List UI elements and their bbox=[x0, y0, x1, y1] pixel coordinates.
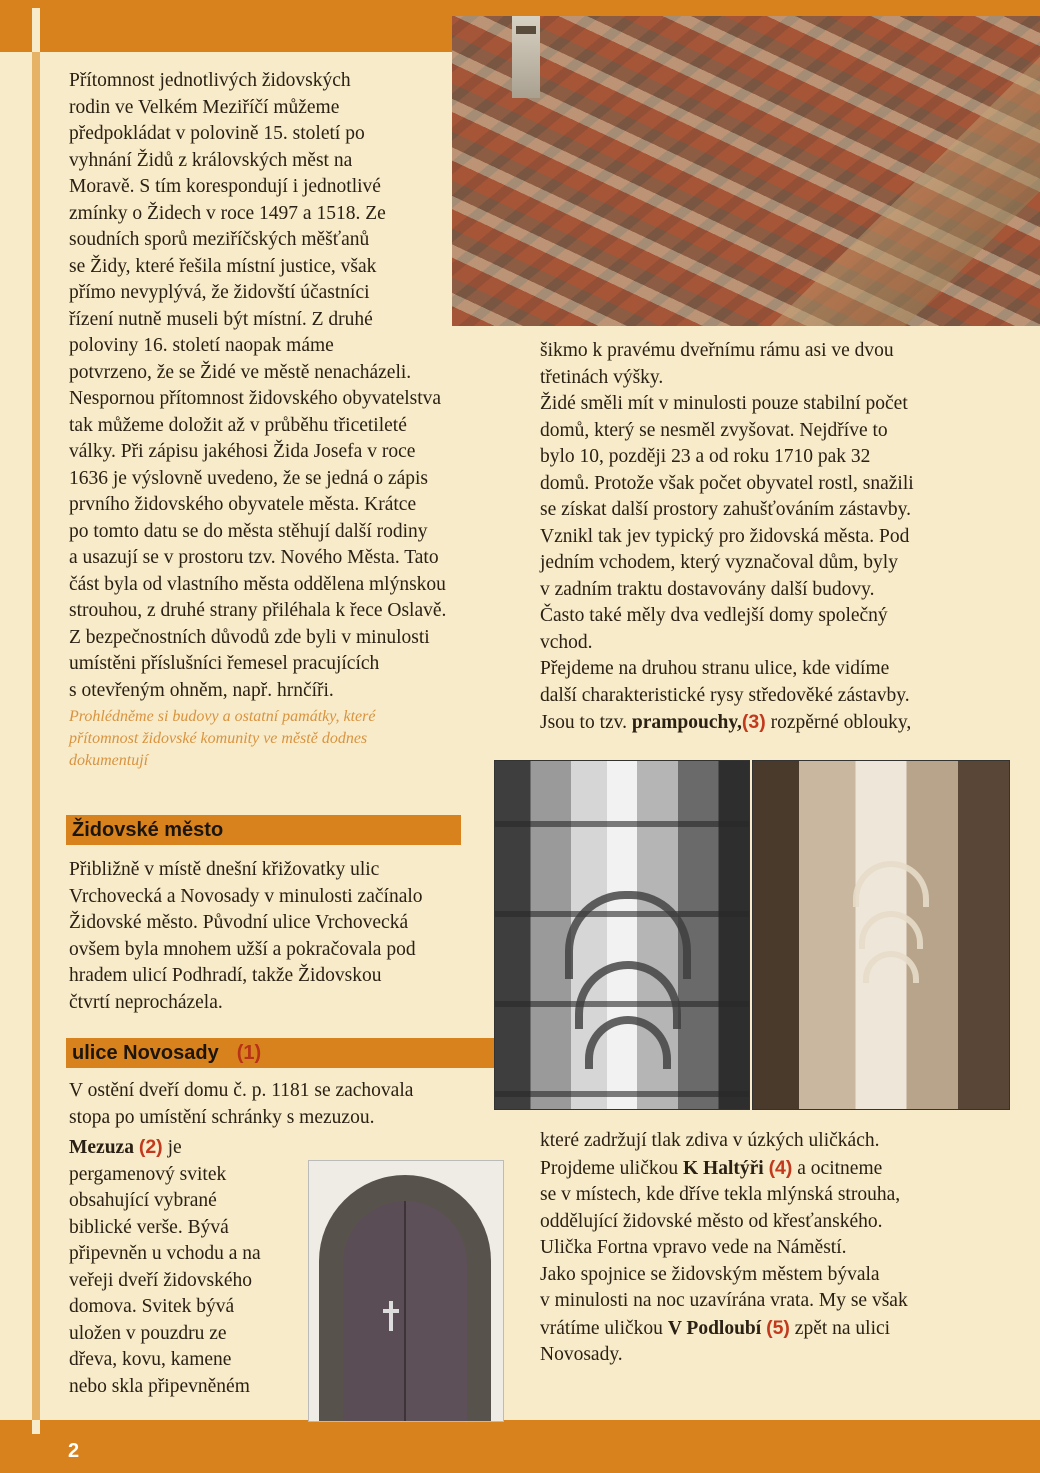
right-line-b1: které zadržují tlak zdiva v úzkých uličkách. bbox=[540, 1130, 880, 1151]
right-line-a: šikmo k pravému dveřnímu rámu asi ve dvou bbox=[540, 340, 894, 361]
mezuza-term: Mezuza bbox=[69, 1137, 134, 1158]
intro-line: války. Při zápisu jakéhosi Žida Josefa v roce bbox=[69, 441, 416, 462]
arches-bw-photo bbox=[494, 760, 750, 1110]
right-line-a: vchod. bbox=[540, 631, 593, 653]
intro-line: Moravě. S tím korespondují i jednotlivé bbox=[69, 176, 381, 197]
prampouchy-pre: Jsou to tzv. bbox=[540, 712, 632, 733]
jewish-town-line: Přibližně v místě dnešní křižovatky ulic bbox=[69, 859, 380, 880]
note-line: přítomnost židovské komunity ve městě dodnes bbox=[69, 730, 368, 747]
intro-note bbox=[69, 706, 459, 772]
heading-jewish-town-text: Židovské město bbox=[72, 819, 224, 841]
intro-line: soudních sporů meziříčských měšťanů bbox=[69, 229, 370, 250]
intro-line: poloviny 16. století naopak máme bbox=[69, 335, 334, 356]
right-line-a: Vznikl tak jev typický pro židovská města. Pod bbox=[540, 525, 910, 547]
intro-line: umístěni příslušníci řemesel pracujících bbox=[69, 653, 380, 674]
alley-arch-3 bbox=[863, 951, 919, 983]
intro-line: a usazují se v prostoru tzv. Nového Města. Tato bbox=[69, 547, 439, 568]
alley-arch-1 bbox=[853, 861, 929, 907]
novosady-lines bbox=[69, 1078, 489, 1131]
prampouchy-ref: (3) bbox=[741, 711, 766, 733]
heading-novosady bbox=[66, 1038, 495, 1068]
note-line: Prohlédněme si budovy a ostatní památky, které bbox=[69, 708, 376, 725]
jewish-town-text bbox=[69, 857, 469, 1016]
jewish-town-line: Vrchovecká a Novosady v minulosti začínalo bbox=[69, 885, 423, 907]
right-column-text-b bbox=[540, 1128, 1010, 1369]
podloubi-pre: vrátíme uličkou bbox=[540, 1317, 668, 1339]
right-line-a: třetinách výšky. bbox=[540, 366, 664, 388]
mezuza-first-tail: je bbox=[162, 1137, 182, 1158]
novosady-text bbox=[69, 1078, 489, 1131]
prampouchy-term: prampouchy, bbox=[631, 712, 742, 733]
intro-line: strouhou, z druhé strany přiléhala k řece Oslavě. bbox=[69, 600, 447, 621]
intro-line: s otevřeným ohněm, např. hrnčíři. bbox=[69, 679, 334, 701]
novosady-line: stopa po umístění schránky s mezuzou. bbox=[69, 1106, 375, 1128]
right-line-a: Židé směli mít v minulosti pouze stabilní počet bbox=[540, 393, 908, 414]
podloubi-line bbox=[540, 1315, 1010, 1343]
intro-line: přímo nevyplývá, že židovští účastníci bbox=[69, 282, 370, 303]
intro-line: předpokládat v polovině 15. století po bbox=[69, 123, 365, 144]
haltyr-ref: (4) bbox=[768, 1156, 793, 1179]
podloubi-post: zpět na ulici bbox=[789, 1317, 891, 1339]
jewish-town-line: hradem ulicí Podhradí, takže Židovskou bbox=[69, 965, 382, 986]
right-line-a: jedním vchodem, který vyznačoval dům, byly bbox=[540, 552, 898, 573]
intro-line: Přítomnost jednotlivých židovských bbox=[69, 70, 351, 91]
intro-line: potvrzeno, že se Židé ve městě nenacházeli. bbox=[69, 361, 412, 383]
right-lines-a bbox=[540, 338, 1010, 709]
right-line-b2: Jako spojnice se židovským městem bývala bbox=[540, 1263, 880, 1285]
haltyr-pre: Projdeme uličkou bbox=[540, 1157, 683, 1179]
mezuza-line: připevněn u vchodu a na bbox=[69, 1243, 261, 1264]
right-line-b2: v minulosti na noc uzavírána vrata. My se však bbox=[540, 1290, 908, 1311]
jewish-town-line: čtvrtí neprocházela. bbox=[69, 991, 223, 1013]
mezuza-line: pergamenový svitek bbox=[69, 1163, 227, 1185]
right-lines-b2 bbox=[540, 1182, 1010, 1315]
mezuza-line: uložen v pouzdru ze bbox=[69, 1322, 227, 1344]
intro-line: zmínky o Židech v roce 1497 a 1518. Ze bbox=[69, 202, 386, 224]
mezuza-lines bbox=[69, 1162, 305, 1401]
door-photo bbox=[308, 1160, 504, 1422]
left-gutter bbox=[32, 52, 40, 1420]
intro-line: Nespornou přítomnost židovského obyvatelstva bbox=[69, 388, 442, 409]
intro-line: se Židy, které řešila místní justice, však bbox=[69, 255, 377, 277]
right-line-a: domů, který se nesměl zvyšovat. Nejdříve to bbox=[540, 419, 888, 441]
top-bar-notch bbox=[32, 8, 40, 52]
heading-novosady-ref: (1) bbox=[236, 1042, 262, 1064]
haltyr-post: a ocitneme bbox=[792, 1157, 883, 1179]
heading-novosady-text: ulice Novosady bbox=[72, 1042, 219, 1064]
mezuza-text bbox=[69, 1134, 305, 1400]
page-number: 2 bbox=[68, 1440, 80, 1462]
intro-line: prvního židovského obyvatele města. Krátce bbox=[69, 494, 417, 515]
aerial-town-photo bbox=[452, 16, 1040, 326]
right-column-text-a bbox=[540, 338, 1010, 737]
right-line-b2: Ulička Fortna vpravo vede na Náměstí. bbox=[540, 1237, 847, 1258]
prampouchy-line bbox=[540, 709, 1010, 737]
right-line-a: Často také měly dva vedlejší domy společný bbox=[540, 605, 888, 626]
mezuza-ref: (2) bbox=[138, 1136, 163, 1158]
intro-line: Z bezpečnostních důvodů zde byli v minulosti bbox=[69, 626, 430, 648]
heading-jewish-town bbox=[66, 815, 461, 845]
podloubi-term: V Podloubí bbox=[667, 1317, 762, 1339]
intro-line: vyhnání Židů z královských měst na bbox=[69, 149, 353, 171]
bottom-orange-bar bbox=[0, 1420, 1040, 1473]
right-line-last: Novosady. bbox=[540, 1344, 623, 1365]
alley-arch-2 bbox=[859, 911, 923, 949]
intro-line: část byla od vlastního města oddělena mlýnskou bbox=[69, 573, 446, 595]
intro-paragraph bbox=[69, 68, 459, 704]
intro-line: rodin ve Velkém Meziříčí můžeme bbox=[69, 96, 340, 118]
novosady-line: V ostění dveří domu č. p. 1181 se zachovala bbox=[69, 1080, 414, 1101]
prampouchy-post: rozpěrné oblouky, bbox=[765, 712, 912, 733]
jewish-town-line: Židovské město. Původní ulice Vrchovecká bbox=[69, 912, 409, 933]
note-line: dokumentují bbox=[69, 752, 149, 769]
intro-line: tak můžeme doložit až v průběhu třicetileté bbox=[69, 414, 407, 436]
right-line-a: v zadním traktu dostavovány další budovy. bbox=[540, 578, 875, 600]
bottom-bar-notch bbox=[32, 1420, 40, 1434]
church-tower bbox=[512, 16, 540, 98]
mezuza-line: biblické verše. Bývá bbox=[69, 1216, 229, 1238]
haltyr-term: K Haltýři bbox=[682, 1157, 764, 1179]
mezuza-line: domova. Svitek bývá bbox=[69, 1296, 235, 1317]
mezuza-line: veřeji dveří židovského bbox=[69, 1269, 253, 1291]
right-line-a: bylo 10, později 23 a od roku 1710 pak 32 bbox=[540, 446, 871, 467]
haltyr-line bbox=[540, 1155, 1010, 1183]
jewish-town-line: ovšem byla mnohem užší a pokračovala pod bbox=[69, 938, 416, 960]
door-leaves bbox=[343, 1201, 467, 1422]
intro-line: 1636 je výslovně uvedeno, že se jedná o zápis bbox=[69, 467, 429, 489]
door-handle bbox=[389, 1301, 393, 1331]
podloubi-ref: (5) bbox=[766, 1316, 790, 1339]
right-line-a: Přejdeme na druhou stranu ulice, kde vidíme bbox=[540, 658, 890, 679]
intro-line: po tomto datu se do města stěhují další rodiny bbox=[69, 520, 428, 542]
mezuza-line: dřeva, kovu, kamene bbox=[69, 1349, 232, 1370]
intro-line: řízení nutně museli být místní. Z druhé bbox=[69, 308, 373, 330]
right-line-a: další charakteristické rysy středověké zástavby. bbox=[540, 684, 910, 706]
intro-text bbox=[69, 68, 459, 772]
mezuza-line: nebo skla připevněném bbox=[69, 1375, 250, 1397]
mezuza-first-line bbox=[69, 1134, 305, 1162]
right-line-a: domů. Protože však počet obyvatel rostl, snažili bbox=[540, 472, 914, 494]
right-line-b2: se v místech, kde dříve tekla mlýnská strouha, bbox=[540, 1184, 901, 1205]
right-line-b2: oddělující židovské město od křesťanského. bbox=[540, 1210, 883, 1232]
right-line-a: se získat další prostory zahušťováním zástavby. bbox=[540, 499, 911, 520]
mezuza-line: obsahující vybrané bbox=[69, 1190, 217, 1211]
alley-photo bbox=[752, 760, 1010, 1110]
